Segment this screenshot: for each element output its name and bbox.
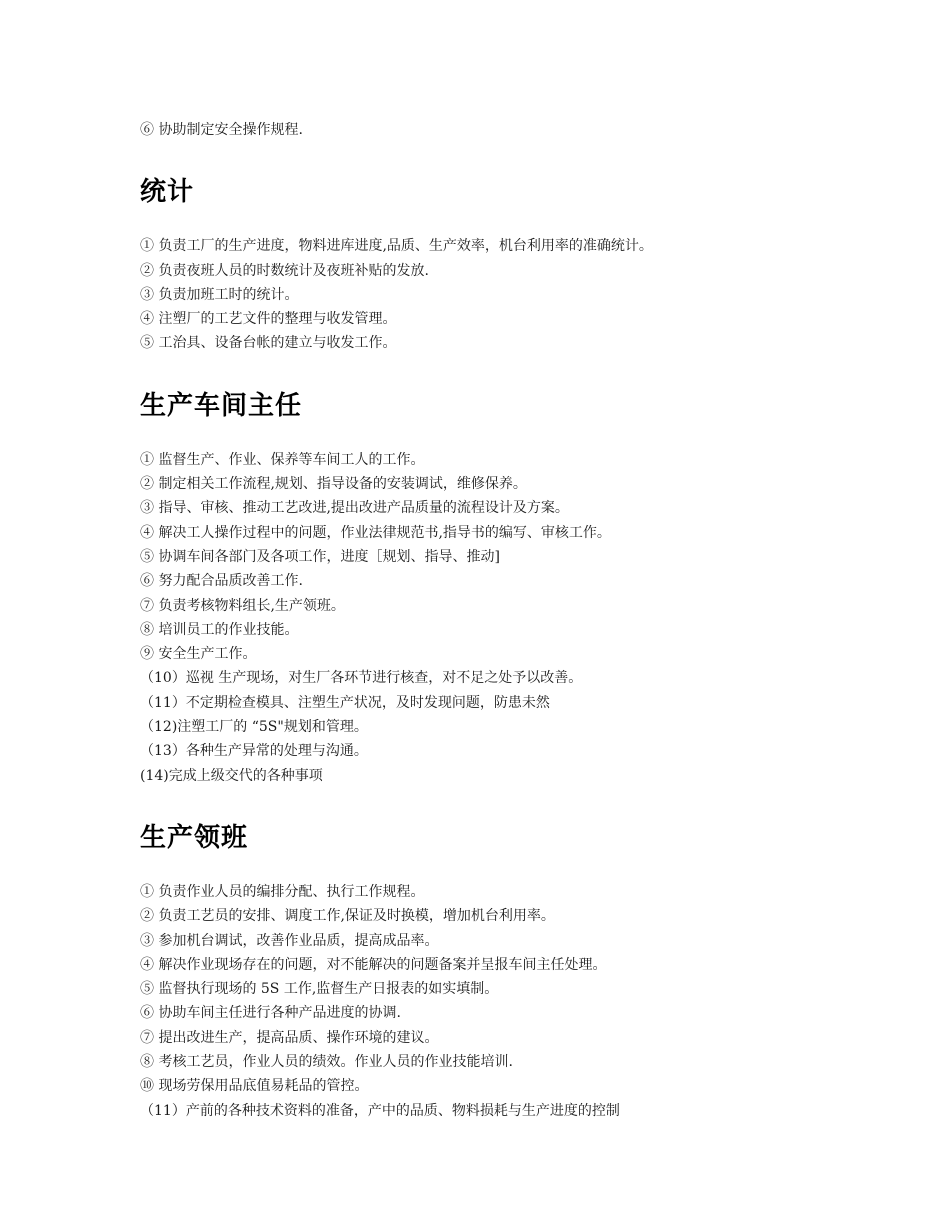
list-item: ⑤ 协调车间各部门及各项工作，进度［规划、指导、推动]: [140, 548, 500, 565]
list-item: （13）各种生产异常的处理与沟通。: [140, 743, 368, 760]
list-item: ③ 负责加班工时的统计。: [140, 286, 299, 303]
list-item: ⑩ 现场劳保用品底值易耗品的管控。: [140, 1078, 369, 1095]
list-item: ② 制定相关工作流程,规划、指导设备的安装调试，维修保养。: [140, 476, 527, 493]
intro-line: ⑥ 协助制定安全操作规程.: [140, 122, 303, 138]
list-item: ④ 注塑厂的工艺文件的整理与收发管理。: [140, 311, 397, 328]
list-item: ④ 解决作业现场存在的问题，对不能解决的问题备案并呈报车间主任处理。: [140, 956, 607, 973]
list-item: ④ 解决工人操作过程中的问题，作业法律规范书,指导书的编写、审核工作。: [140, 524, 611, 541]
section-item-list: [140, 880, 880, 1123]
section-heading: 统计: [140, 177, 195, 208]
list-item: ⑤ 监督执行现场的 5S 工作,监督生产日报表的如实填制。: [140, 981, 499, 998]
section-production-foreman: [140, 822, 880, 1123]
section-heading: 生产车间主任: [140, 390, 303, 421]
section-heading: 生产领班: [140, 822, 249, 853]
list-item: ⑤ 工治具、设备台帐的建立与收发工作。: [140, 335, 397, 352]
list-item: ③ 指导、审核、推动工艺改进,提出改进产品质量的流程设计及方案。: [140, 500, 569, 517]
list-item: ⑧ 考核工艺员，作业人员的绩效。作业人员的作业技能培训.: [140, 1054, 513, 1071]
section-item-list: [140, 448, 880, 788]
list-item: ⑥ 协助车间主任进行各种产品进度的协调.: [140, 1005, 401, 1022]
list-item: ① 监督生产、作业、保养等车间工人的工作。: [140, 451, 425, 468]
list-item: （10）巡视 生产现场，对生厂各环节进行核查，对不足之处予以改善。: [140, 670, 583, 687]
section-statistics: [140, 176, 880, 355]
list-item: ① 负责工厂的生产进度，物料进库进度,品质、生产效率，机台利用率的准确统计。: [140, 238, 653, 255]
section-item-list: [140, 234, 880, 355]
list-item: （12)注塑工厂的 “5S"规划和管理。: [140, 719, 368, 736]
list-item: (14)完成上级交代的各种事项: [140, 767, 323, 784]
list-item: ② 负责夜班人员的时数统计及夜班补贴的发放.: [140, 262, 429, 279]
section-workshop-director: [140, 390, 880, 788]
list-item: （11）不定期检查模具、注塑生产状况，及时发现问题，防患未然: [140, 694, 550, 711]
list-item: ⑥ 努力配合品质改善工作.: [140, 573, 303, 590]
list-item: ② 负责工艺员的安排、调度工作,保证及时换模，增加机台利用率。: [140, 908, 555, 925]
document-page: [140, 118, 880, 1123]
list-item: ⑨ 安全生产工作。: [140, 646, 257, 663]
list-item: （11）产前的各种技术资料的准备，产中的品质、物料损耗与生产进度的控制: [140, 1102, 620, 1119]
list-item: ⑦ 提出改进生产，提高品质、操作环境的建议。: [140, 1029, 439, 1046]
list-item: ③ 参加机台调试，改善作业品质，提高成品率。: [140, 932, 439, 949]
list-item: ⑧ 培训员工的作业技能。: [140, 621, 299, 638]
list-item: ① 负责作业人员的编排分配、执行工作规程。: [140, 883, 425, 900]
list-item: ⑦ 负责考核物料组长,生产领班。: [140, 597, 345, 614]
